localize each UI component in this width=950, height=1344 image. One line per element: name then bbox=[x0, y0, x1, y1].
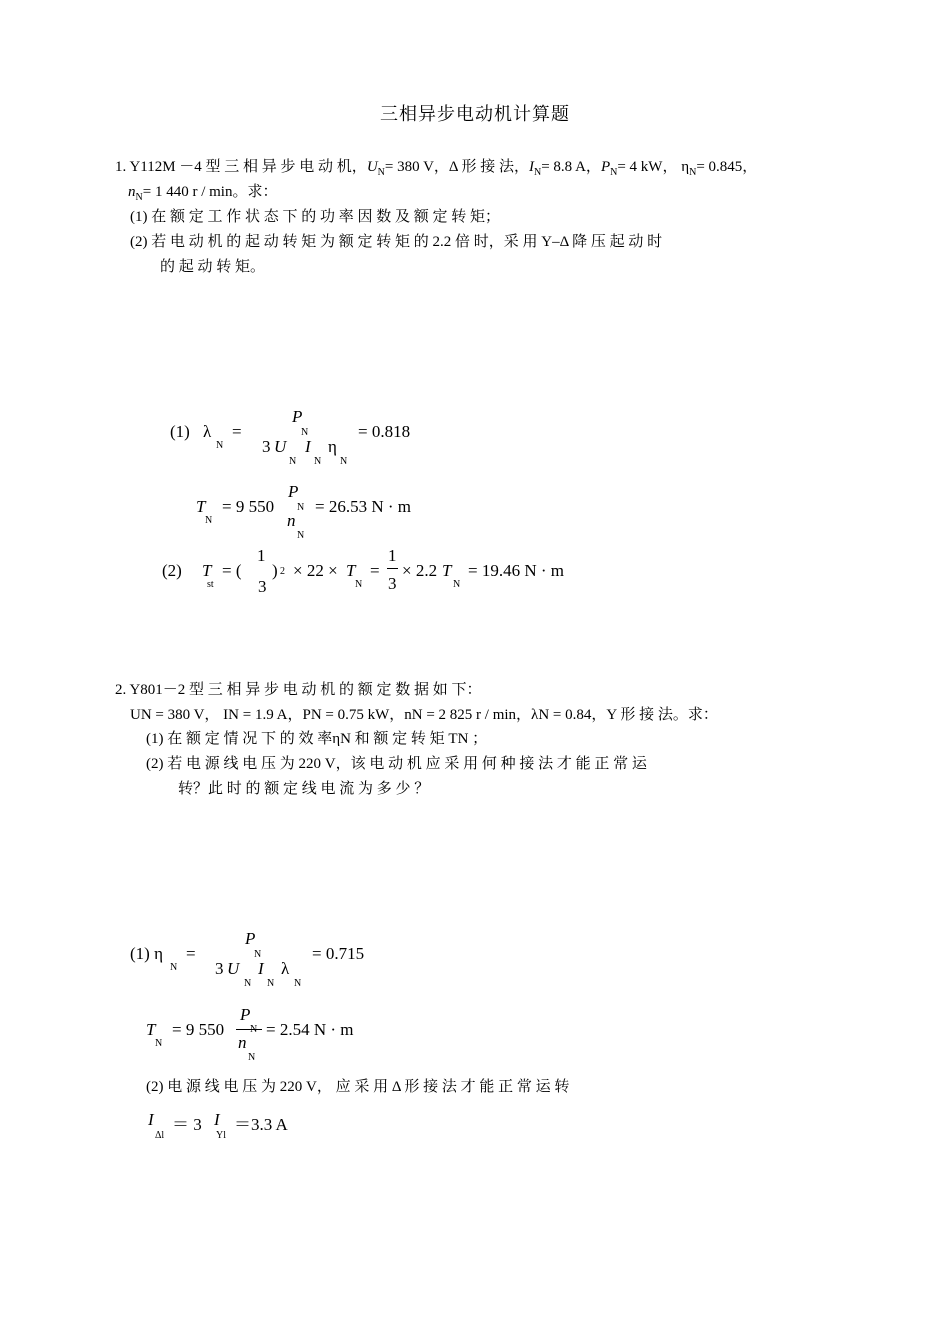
sol2-den-lambda: λ bbox=[281, 959, 290, 978]
sol2-label-1: (1) η bbox=[130, 944, 163, 963]
sol1-den-U: U bbox=[274, 437, 287, 456]
sol2-T-sub: N bbox=[155, 1038, 163, 1049]
sol1-frac-P-sub: N bbox=[297, 502, 305, 513]
sol2-den-U: U bbox=[227, 959, 240, 978]
sol2-answer-2: (2) 电 源 线 电 压 为 220 V， 应 采 用 Δ 形 接 法 才 能 正 常 运 转 bbox=[146, 1079, 570, 1095]
problem-1-intro: 1. Y112M －4 型 三 相 异 步 电 动 机，$U_N= 380$ V，Δ 形 接 法，$I_N= 8.8$ A，$P_N= 4$ kW， $\eta_N= 0.845$， bbox=[115, 159, 758, 178]
sol1-num-P: P bbox=[292, 407, 303, 426]
sol1-T: T bbox=[196, 497, 206, 516]
sol1-times22: × 2.2 bbox=[402, 561, 438, 580]
sol1-T2: T bbox=[346, 561, 356, 580]
sol1-den-3: 3 bbox=[262, 437, 271, 456]
sol1-eq: = bbox=[232, 422, 242, 441]
sol1-den-eta: η bbox=[328, 437, 337, 456]
problem-1-question-1: (1) 在 额 定 工 作 状 态 下 的 功 率 因 数 及 额 定 转 矩； bbox=[130, 209, 500, 225]
sol1-close: ) bbox=[272, 561, 278, 580]
sol2-den-3: 3 bbox=[215, 959, 224, 978]
sol1-lambda-sub: N bbox=[216, 440, 224, 451]
sol2-num-sub: N bbox=[254, 949, 262, 960]
problem-1-speed: $n_N= 1$ 440 r / min。求： bbox=[128, 184, 278, 203]
sol1-Tst-sub: st bbox=[207, 579, 214, 590]
sol2-den-I: I bbox=[258, 959, 264, 978]
sol1-den-U-sub: N bbox=[289, 456, 297, 467]
sol2-T: T bbox=[146, 1020, 156, 1039]
sol1-lambda: λ bbox=[203, 422, 212, 441]
sol1-frac-bar bbox=[387, 568, 398, 569]
sol1-T3: T bbox=[442, 561, 452, 580]
problem-1-question-2: (2) 若 电 动 机 的 起 动 转 矩 为 额 定 转 矩 的 2.2 倍 时，采 用 Y–Δ 降 压 起 动 时 bbox=[130, 234, 663, 250]
sol1-eq2: = bbox=[370, 561, 380, 580]
sol2-den-U-sub: N bbox=[244, 978, 252, 989]
problem-2-question-1: (1) 在 额 定 情 况 下 的 效 率ηN 和 额 定 转 矩 TN ； bbox=[146, 731, 488, 747]
sol1-three: 3 bbox=[258, 577, 267, 596]
sol2-result-3: ＝3.3 A bbox=[234, 1115, 288, 1134]
sol1-T3-sub: N bbox=[453, 579, 461, 590]
sol1-result-2: = 26.53 N · m bbox=[315, 497, 411, 516]
sol2-result-1: = 0.715 bbox=[312, 944, 365, 963]
sol2-I: I bbox=[148, 1110, 154, 1129]
sol1-Tst: T bbox=[202, 561, 212, 580]
sol1-label-2: (2) bbox=[162, 561, 182, 580]
problem-2-intro: 2. Y801－2 型 三 相 异 步 电 动 机 的 额 定 数 据 如 下： bbox=[115, 682, 482, 698]
sol2-result-2: = 2.54 N · m bbox=[266, 1020, 354, 1039]
sol2-frac-n: n bbox=[238, 1033, 247, 1052]
sol1-frac-P: P bbox=[288, 482, 299, 501]
sol1-frac-n-sub: N bbox=[297, 530, 305, 541]
sol2-frac-n-sub: N bbox=[248, 1052, 256, 1063]
sol1-three-b: 3 bbox=[388, 574, 397, 593]
problem-1-question-2-cont: 的 起 动 转 矩。 bbox=[160, 259, 266, 275]
sol2-9550: = 9 550 bbox=[172, 1020, 225, 1039]
sol2-I-sub: Δl bbox=[155, 1130, 165, 1141]
sol2-den-I-sub: N bbox=[267, 978, 275, 989]
sol1-den-eta-sub: N bbox=[340, 456, 348, 467]
sol1-9550: = 9 550 bbox=[222, 497, 275, 516]
sol1-num-sub: N bbox=[301, 427, 309, 438]
page-title: 三相异步电动机计算题 bbox=[380, 104, 570, 124]
sol1-frac-n: n bbox=[287, 511, 296, 530]
sol1-result-3: = 19.46 N · m bbox=[468, 561, 564, 580]
sol2-frac-bar bbox=[236, 1029, 262, 1030]
sol2-eq: = bbox=[186, 944, 196, 963]
sol2-num-P: P bbox=[245, 929, 256, 948]
sol1-den-I-sub: N bbox=[314, 456, 322, 467]
sol2-eta-sub: N bbox=[170, 962, 178, 973]
sol1-one: 1 bbox=[257, 546, 266, 565]
problem-2-question-2-cont: 转？此 时 的 额 定 线 电 流 为 多 少 ？ bbox=[178, 781, 430, 797]
sol1-one-b: 1 bbox=[388, 546, 397, 565]
sol1-square: 2 bbox=[280, 566, 285, 577]
sol1-den-I: I bbox=[305, 437, 311, 456]
sol2-den-lambda-sub: N bbox=[294, 978, 302, 989]
sol2-I2-sub: Yl bbox=[216, 1130, 226, 1141]
sol1-mid: × 22 × bbox=[293, 561, 338, 580]
problem-2-question-2: (2) 若 电 源 线 电 压 为 220 V，该 电 动 机 应 采 用 何 种 接 法 才 能 正 常 运 bbox=[146, 756, 647, 772]
sol1-T2-sub: N bbox=[355, 579, 363, 590]
sol1-result-1: = 0.818 bbox=[358, 422, 411, 441]
sol2-frac-P: P bbox=[240, 1005, 251, 1024]
sol1-T-sub: N bbox=[205, 515, 213, 526]
sol2-eq3: ＝ 3 bbox=[172, 1115, 202, 1134]
sol1-label-1: (1) bbox=[170, 422, 190, 441]
sol2-I2: I bbox=[214, 1110, 220, 1129]
sol1-eq-open: = ( bbox=[222, 561, 242, 580]
problem-2-data: UN = 380 V， IN = 1.9 A，PN = 0.75 kW，nN = 2 825 r / min，λN = 0.84，Y 形 接 法。求： bbox=[130, 707, 718, 723]
